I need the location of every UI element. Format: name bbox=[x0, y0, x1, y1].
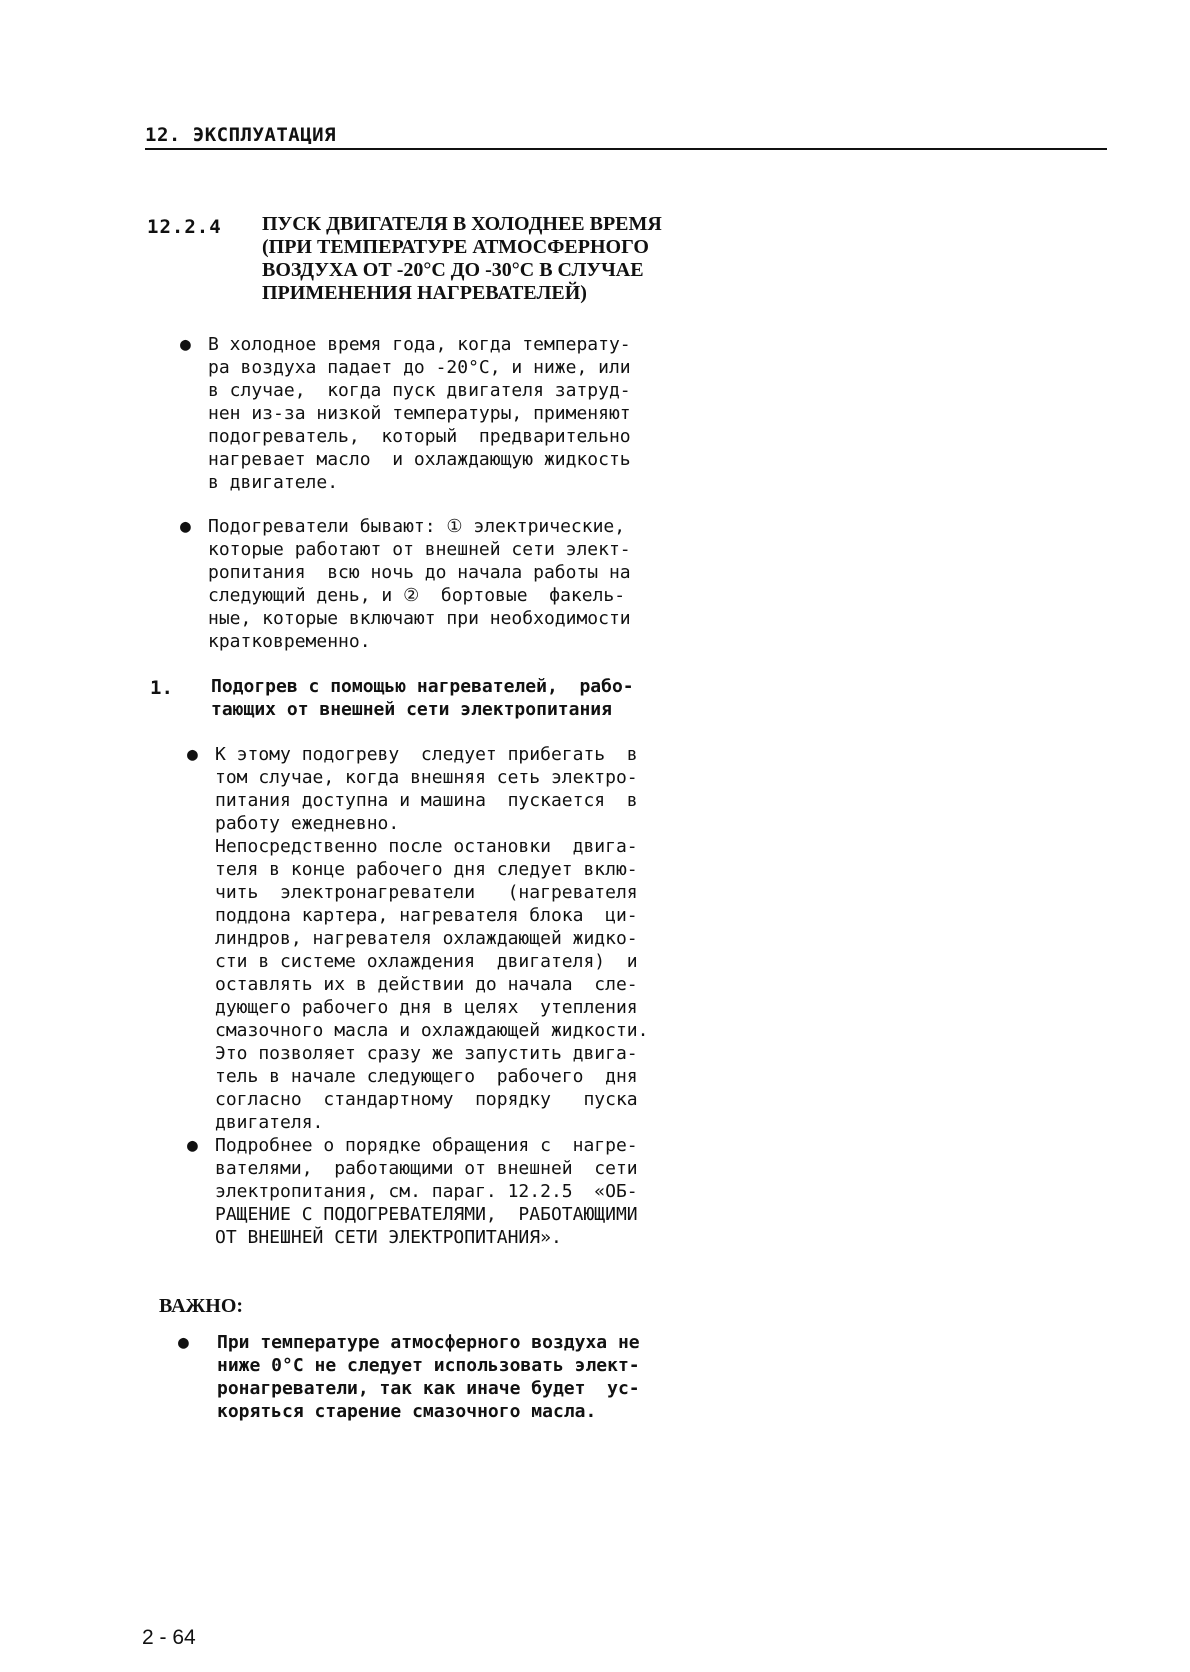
header-rule bbox=[145, 148, 1107, 150]
intro-bullet-2 bbox=[180, 515, 808, 653]
subsection-number: 1. bbox=[150, 677, 173, 699]
bullet-icon: ● bbox=[180, 334, 191, 355]
page-number: 2 - 64 bbox=[142, 1626, 196, 1649]
important-text: При температуре атмосферного воздуха не ниже 0°С не следует использовать элект- ронагреватели, так как иначе будет ус- коряться старение смазочного масла. bbox=[217, 1332, 640, 1422]
intro-bullet-2-text: Подогреватели бывают: ① электрические, которые работают от внешней сети элект- ропитания всю ночь до начала работы на следующий день, и ② бортовые факель- ные, которые включают при необходимости кратковременно. bbox=[208, 516, 631, 652]
bullet-icon: ● bbox=[180, 516, 191, 537]
important-bullet bbox=[178, 1331, 817, 1423]
section-number: 12.2.4 bbox=[147, 216, 222, 238]
page-header-title: 12. ЭКСПЛУАТАЦИЯ bbox=[145, 124, 337, 146]
intro-bullet-1 bbox=[180, 333, 808, 494]
sub-bullet-2 bbox=[187, 1134, 815, 1249]
subsection-title: Подогрев с помощью нагревателей, рабо- тающих от внешней сети электропитания bbox=[211, 676, 634, 720]
bullet-icon: ● bbox=[187, 1135, 198, 1156]
important-label: ВАЖНО: bbox=[159, 1295, 244, 1317]
intro-bullet-1-text: В холодное время года, когда температу- ра воздуха падает до -20°С, и ниже, или в случае, когда пуск двигателя затруд- нен из-за низкой температуры, применяют подогреватель, который предварительно нагревает масло и охлаждающую жидкость в двигателе. bbox=[208, 334, 631, 493]
sub-bullet-2-text: Подробнее о порядке обращения с нагре- вателями, работающими от внешней сети электропитания, см. параг. 12.2.5 «ОБ- РАЩЕНИЕ С ПОДОГРЕВАТЕЛЯМИ, РАБОТАЮЩИМИ ОТ ВНЕШНЕЙ СЕТИ ЭЛЕКТРОПИТАНИЯ». bbox=[215, 1135, 638, 1248]
sub-bullet-1-text: К этому подогреву следует прибегать в том случае, когда внешняя сеть электро- питания доступна и машина пускается в работу ежедневно. Непосредственно после остановки двига- теля в конце рабочего дня следует вклю- чить электронагреватели (нагревателя поддона картера, нагревателя блока ци- линдров, нагревателя охлаждающей жидко- сти в системе охлаждения двигателя) и оставлять их в действии до начала сле- дующего рабочего дня в целях утепления смазочного масла и охлаждающей жидкости. Это позволяет сразу же запустить двига- тель в начале следующего рабочего дня согласно стандартному порядку пуска двигателя. bbox=[215, 744, 649, 1133]
bullet-icon: ● bbox=[178, 1332, 189, 1353]
section-title: ПУСК ДВИГАТЕЛЯ В ХОЛОДНЕЕ ВРЕМЯ (ПРИ ТЕМПЕРАТУРЕ АТМОСФЕРНОГО ВОЗДУХА ОТ -20°С ДО -30°С В СЛУЧАЕ ПРИМЕНЕНИЯ НАГРЕВАТЕЛЕЙ) bbox=[262, 213, 662, 304]
bullet-icon: ● bbox=[187, 744, 198, 765]
sub-bullet-1 bbox=[187, 743, 815, 1134]
